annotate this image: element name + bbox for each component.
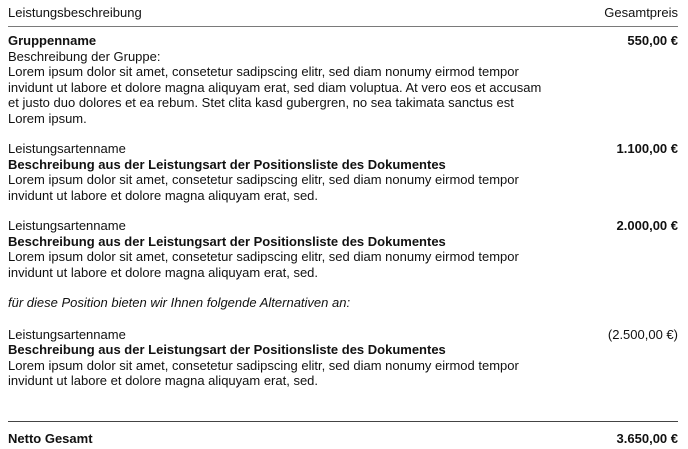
price-column-header: Gesamtpreis <box>604 5 678 20</box>
item-description: Lorem ipsum dolor sit amet, consetetur sadipscing elitr, sed diam nonumy eirmod tempor invidunt ut labore et dolore magna aliquyam erat, sed. <box>8 249 519 280</box>
group-block <box>8 33 678 126</box>
group-subtitle: Beschreibung der Gruppe: <box>8 48 161 64</box>
item-type: Leistungsartenname <box>8 218 126 233</box>
table-header <box>8 0 678 27</box>
position-item <box>8 218 678 280</box>
description-column-header: Leistungsbeschreibung <box>8 5 142 20</box>
alternative-type: Leistungsartenname <box>8 326 126 342</box>
alternative-item <box>8 327 678 389</box>
alternative-price: (2.500,00 €) <box>607 326 678 342</box>
item-title: Beschreibung aus der Leistungsart der Positionsliste des Dokumentes <box>8 233 446 249</box>
alternative-title: Beschreibung aus der Leistungsart der Positionsliste des Dokumentes <box>8 342 446 357</box>
item-price: 1.100,00 € <box>616 141 678 156</box>
item-description: Lorem ipsum dolor sit amet, consetetur sadipscing elitr, sed diam nonumy eirmod tempor invidunt ut labore et dolore magna aliquyam erat, sed. <box>8 172 519 203</box>
document-page <box>8 0 678 389</box>
position-item <box>8 141 678 203</box>
group-description: Lorem ipsum dolor sit amet, consetetur sadipscing elitr, sed diam nonumy eirmod tempor invidunt ut labore et dolore magna aliquyam erat, sed diam voluptua. At vero eos et accusam et justo duo dolores et ea rebum. Stet clita kasd gubergren, no sea takimata sanctus est Lorem ipsum. <box>8 64 542 126</box>
alternative-description: Lorem ipsum dolor sit amet, consetetur sadipscing elitr, sed diam nonumy eirmod tempor invidunt ut labore et dolore magna aliquyam erat, sed. <box>8 357 519 388</box>
net-total-label: Netto Gesamt <box>8 431 93 446</box>
group-name: Gruppenname <box>8 33 97 48</box>
net-total-value: 3.650,00 € <box>616 431 678 446</box>
item-title: Beschreibung aus der Leistungsart der Positionsliste des Dokumentes <box>8 156 446 172</box>
group-price: 550,00 € <box>627 33 678 48</box>
item-type: Leistungsartenname <box>8 141 126 156</box>
net-total-row <box>8 421 678 449</box>
alternatives-note: für diese Position bieten wir Ihnen folgende Alternativen an: <box>8 295 351 310</box>
item-price: 2.000,00 € <box>616 218 678 233</box>
